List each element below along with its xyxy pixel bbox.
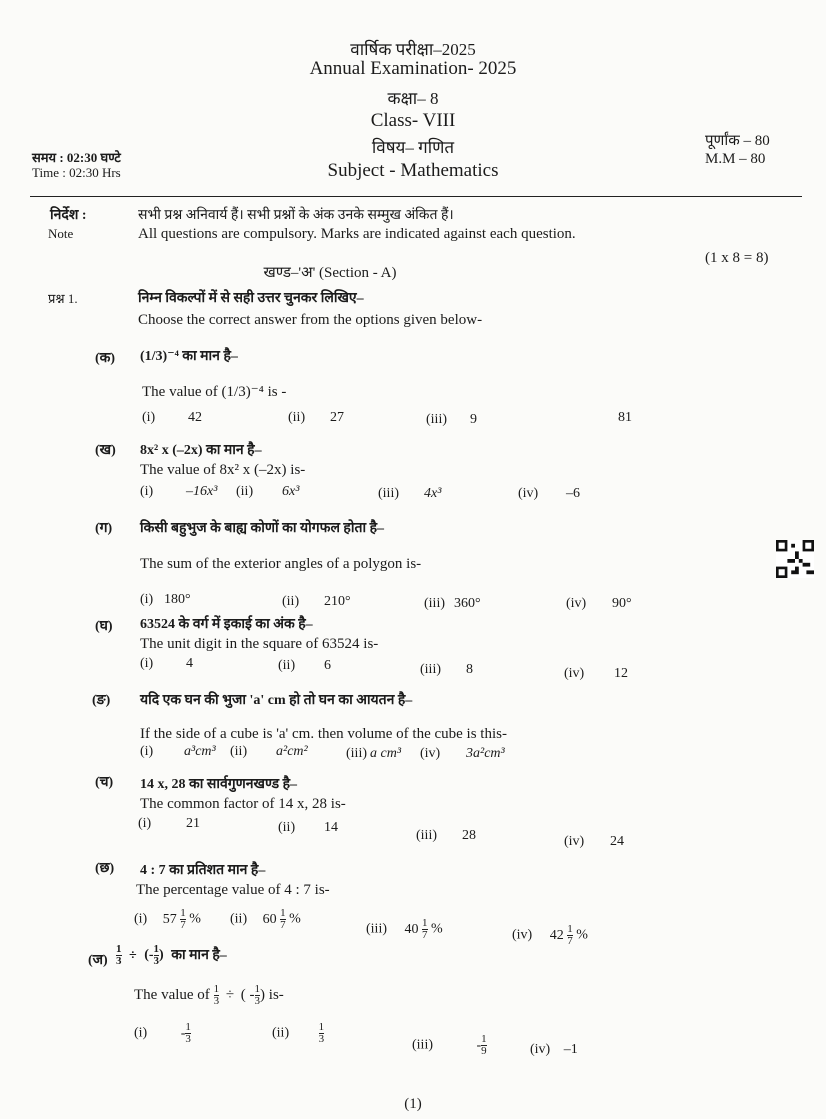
q-h-opt-3: (iii) - $\frac{1}{9}$ <box>412 1033 487 1057</box>
q-g-opt-1-fraction: $\frac{1}{7}$ <box>180 907 186 931</box>
q-g-label: (छ) <box>95 861 115 876</box>
q-h-frac-a: $\frac{1}{3}$ <box>116 943 122 967</box>
question-instruction-hindi: निम्न विकल्पों में से सही उत्तर चुनकर लिखिए– <box>138 291 364 306</box>
q-e-opt-2-label: (ii) <box>230 744 248 759</box>
q-e-opt-3-label: (iii) <box>346 746 367 761</box>
q-h-opt-1-label: (i) <box>134 1025 148 1041</box>
q-g-opt-2 <box>230 908 301 931</box>
q-f-hindi: 14 x, 28 का सार्वगुणनखण्ड है– <box>140 777 298 792</box>
class-hindi: कक्षा– 8 <box>387 89 439 108</box>
q-d-hindi: 63524 के वर्ग में इकाई का अंक है– <box>140 617 313 632</box>
section-title: खण्ड–'अ' (Section - A) <box>263 265 397 281</box>
q-b-opt-1-label: (i) <box>140 484 154 499</box>
q-g-opt-2-whole: 60 <box>262 911 277 927</box>
q-a-label: (क) <box>95 351 116 366</box>
q-b-opt-4: –6 <box>566 486 580 501</box>
class-english: Class- VIII <box>370 110 456 131</box>
q-d-opt-3: 8 <box>466 662 473 677</box>
q-a-opt-1-label: (i) <box>142 410 156 425</box>
q-h-en-frac-b: $\frac{1}{3}$ <box>254 983 261 1007</box>
q-h-opt-4-label: (iv) <box>530 1042 551 1057</box>
q-c-opt-2: 210° <box>324 594 351 609</box>
q-a-opt-3-label: (iii) <box>426 412 447 427</box>
q-f-opt-2: 14 <box>324 820 338 835</box>
q-f-opt-3-label: (iii) <box>416 828 437 843</box>
q-g-opt-3-fraction: $\frac{1}{7}$ <box>422 917 428 941</box>
q-g-opt-3 <box>366 918 443 941</box>
q-c-opt-3-label: (iii) <box>424 596 445 611</box>
instructions-label-english: Note <box>48 226 74 241</box>
qr-code-icon <box>776 540 814 578</box>
q-h-opt-1: (i) - $\frac{1}{3}$ <box>134 1021 191 1045</box>
q-g-opt-1 <box>134 908 201 931</box>
q-h-hindi: $\frac{1}{3}$ ÷ (- $\frac{1}{3}$ ) का मान है– <box>116 943 227 967</box>
q-g-opt-1-percent: % <box>189 911 201 927</box>
q-a-opt-1: 42 <box>188 410 202 425</box>
q-d-opt-2: 6 <box>324 658 331 673</box>
q-h-divide: ÷ <box>129 947 137 963</box>
max-marks-english: M.M – 80 <box>705 151 766 167</box>
q-h-opt-3-label: (iii) <box>412 1037 433 1053</box>
q-f-english: The common factor of 14 x, 28 is- <box>140 796 346 812</box>
subject-hindi: विषय– गणित <box>371 138 455 157</box>
instructions-text-hindi: सभी प्रश्न अनिवार्य हैं। सभी प्रश्नों के अंक उनके सम्मुख अंकित हैं। <box>138 208 454 223</box>
q-h-opt-4-value: –1 <box>563 1042 578 1057</box>
header-divider <box>30 196 802 197</box>
q-e-opt-4: 3a²cm³ <box>466 746 505 761</box>
q-g-opt-2-fraction: $\frac{1}{7}$ <box>280 907 286 931</box>
q-f-opt-2-label: (ii) <box>278 820 296 835</box>
q-e-opt-2: a²cm² <box>276 744 308 759</box>
q-g-opt-1-whole: 57 <box>162 911 177 927</box>
q-g-opt-2-label: (ii) <box>230 911 248 927</box>
q-f-opt-3: 28 <box>462 828 476 843</box>
q-d-opt-3-label: (iii) <box>420 662 441 677</box>
q-c-opt-2-label: (ii) <box>282 594 300 609</box>
q-h-opt-2-fraction: $\frac{1}{3}$ <box>318 1021 325 1045</box>
q-b-opt-3-label: (iii) <box>378 486 399 501</box>
q-e-opt-1-label: (i) <box>140 744 154 759</box>
q-a-opt-2-label: (ii) <box>288 410 306 425</box>
q-f-opt-1: 21 <box>186 816 200 831</box>
exam-title-hindi: वार्षिक परीक्षा–2025 <box>350 40 476 59</box>
q-c-hindi: किसी बहुभुज के बाह्य कोणों का योगफल होता है– <box>140 521 385 536</box>
q-c-english: The sum of the exterior angles of a polygon is- <box>140 556 422 572</box>
q-a-hindi: (1/3)⁻⁴ का मान है– <box>140 349 238 364</box>
q-e-label: (ङ) <box>92 693 111 708</box>
q-g-opt-4-percent: % <box>576 927 588 943</box>
q-d-opt-1-label: (i) <box>140 656 154 671</box>
q-a-opt-4: 81 <box>618 410 632 425</box>
q-g-opt-3-percent: % <box>431 921 443 937</box>
q-c-opt-4-label: (iv) <box>566 596 587 611</box>
q-e-opt-1: a³cm³ <box>184 744 216 759</box>
q-c-opt-1: 180° <box>164 592 191 607</box>
q-a-english: The value of (1/3)⁻⁴ is - <box>142 384 287 400</box>
q-d-opt-1: 4 <box>186 656 193 671</box>
q-b-opt-3: 4x³ <box>424 486 442 501</box>
exam-title-english: Annual Examination- 2025 <box>309 58 517 79</box>
q-g-opt-4-fraction: $\frac{1}{7}$ <box>567 923 573 947</box>
q-c-opt-3: 360° <box>454 596 481 611</box>
q-h-english: The value of $\frac{1}{3}$ ÷ ( - $\frac{1}{3}$ ) is- <box>134 983 284 1007</box>
q-h-frac-b: $\frac{1}{3}$ <box>153 943 160 967</box>
q-d-opt-4: 12 <box>614 666 628 681</box>
instructions-label-hindi: निर्देश : <box>50 208 87 223</box>
time-english: Time : 02:30 Hrs <box>32 165 121 180</box>
q-f-opt-4-label: (iv) <box>564 834 585 849</box>
q-h-opt-2 <box>272 1022 324 1045</box>
q-b-opt-2: 6x³ <box>282 484 300 499</box>
q-h-label: (ज) <box>88 953 108 968</box>
q-b-opt-2-label: (ii) <box>236 484 254 499</box>
q-g-opt-4 <box>512 924 588 947</box>
page-number: (1) <box>404 1096 422 1112</box>
q-a-opt-3: 9 <box>470 412 477 427</box>
q-h-opt-1-fraction: $\frac{1}{3}$ <box>185 1021 191 1045</box>
q-b-label: (ख) <box>95 443 116 458</box>
q-e-opt-4-label: (iv) <box>420 746 441 761</box>
max-marks-hindi: पूर्णांक – 80 <box>705 133 770 149</box>
q-h-english-text: The value of <box>134 986 210 1003</box>
q-c-opt-4: 90° <box>612 596 632 611</box>
q-h-opt-3-fraction: $\frac{1}{9}$ <box>481 1033 487 1057</box>
q-h-en-divide: ÷ <box>225 986 235 1003</box>
question-number: प्रश्न 1. <box>48 291 78 306</box>
question-instruction-english: Choose the correct answer from the options given below- <box>138 312 483 328</box>
q-f-label: (च) <box>95 775 114 790</box>
q-b-hindi: 8x² x (–2x) का मान है– <box>140 443 262 458</box>
q-f-opt-4: 24 <box>610 834 624 849</box>
q-g-hindi: 4 : 7 का प्रतिशत मान है– <box>140 863 266 878</box>
q-b-opt-4-label: (iv) <box>518 486 539 501</box>
section-marks: (1 x 8 = 8) <box>705 250 769 266</box>
q-a-opt-2: 27 <box>330 410 344 425</box>
q-g-opt-3-whole: 40 <box>404 921 419 937</box>
q-b-opt-1: –16x³ <box>186 484 218 499</box>
subject-english: Subject - Mathematics <box>327 160 499 181</box>
q-b-english: The value of 8x² x (–2x) is- <box>140 462 306 478</box>
q-h-opt-4 <box>530 1042 578 1058</box>
q-d-label: (घ) <box>95 619 113 634</box>
q-e-hindi: यदि एक घन की भुजा 'a' cm हो तो घन का आयतन है– <box>140 693 413 708</box>
q-h-hindi-text: का मान है– <box>171 947 227 963</box>
q-c-label: (ग) <box>95 521 113 536</box>
q-h-english-tail: is- <box>268 986 284 1003</box>
q-d-opt-2-label: (ii) <box>278 658 296 673</box>
q-e-english: If the side of a cube is 'a' cm. then volume of the cube is this- <box>140 726 507 742</box>
q-g-opt-1-label: (i) <box>134 911 148 927</box>
q-e-opt-3: a cm³ <box>370 746 402 761</box>
q-f-opt-1-label: (i) <box>138 816 152 831</box>
q-h-en-frac-a: $\frac{1}{3}$ <box>213 983 220 1007</box>
instructions-text-english: All questions are compulsory. Marks are indicated against each question. <box>138 226 576 242</box>
q-g-english: The percentage value of 4 : 7 is- <box>136 882 330 898</box>
q-g-opt-2-percent: % <box>289 911 301 927</box>
q-d-english: The unit digit in the square of 63524 is- <box>140 636 379 652</box>
q-g-opt-3-label: (iii) <box>366 921 387 937</box>
q-c-opt-1-label: (i) <box>140 592 154 607</box>
q-g-opt-4-whole: 42 <box>549 927 564 943</box>
time-hindi: समय : 02:30 घण्टे <box>32 150 121 165</box>
q-h-opt-2-label: (ii) <box>272 1025 290 1041</box>
q-d-opt-4-label: (iv) <box>564 666 585 681</box>
q-g-opt-4-label: (iv) <box>512 927 533 943</box>
